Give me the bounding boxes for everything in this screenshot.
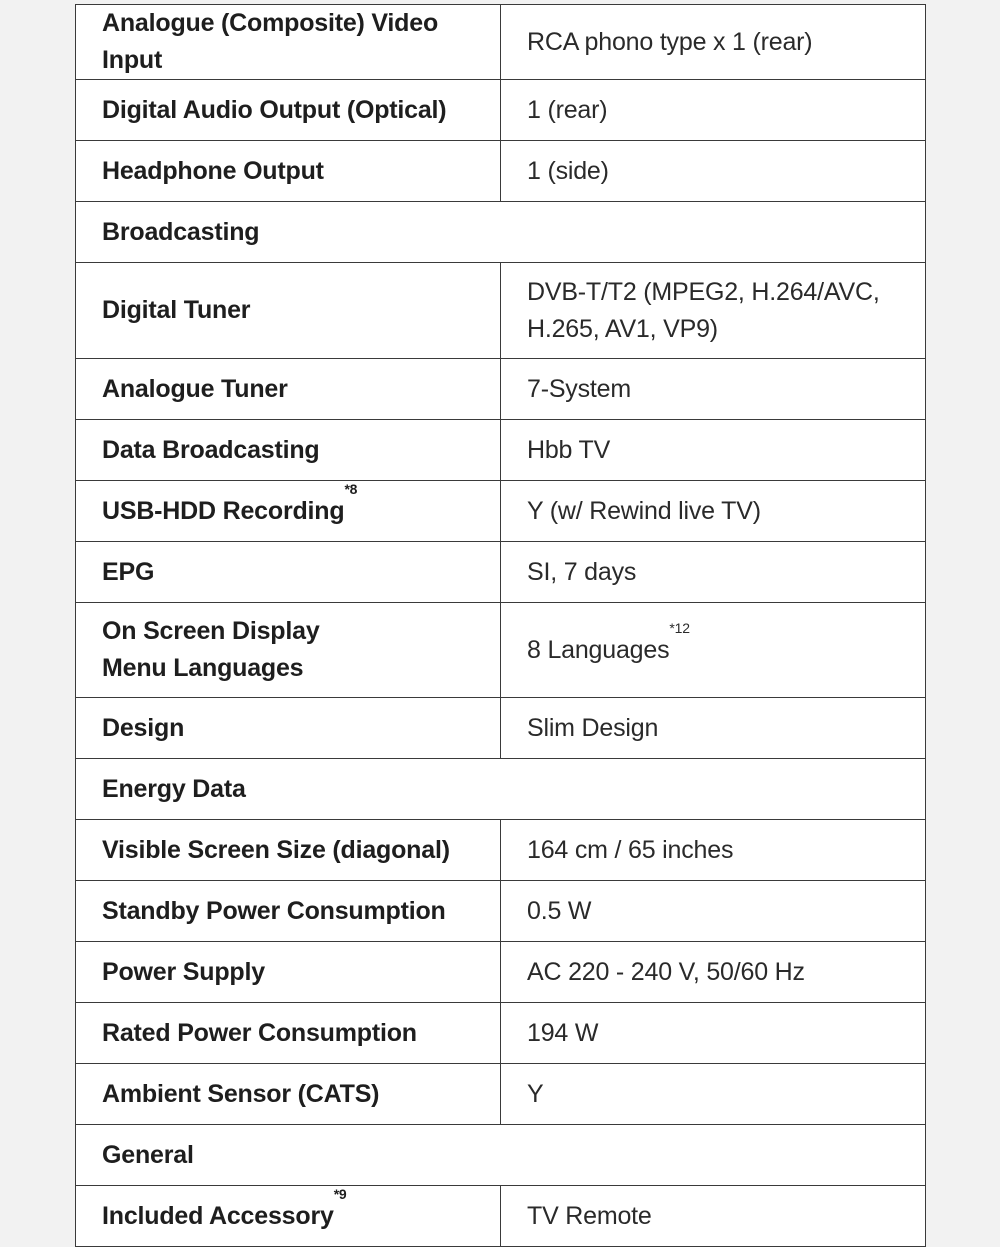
section-row [76,759,926,820]
spec-label [76,481,501,542]
spec-value: 7-System [501,359,926,420]
spec-table [75,4,926,1247]
spec-value [501,603,926,698]
table-row [76,5,926,80]
table-row [76,359,926,420]
spec-value: 164 cm / 65 inches [501,820,926,881]
spec-label-text: Included Accessory [102,1201,334,1230]
table-row [76,263,926,359]
spec-label: Visible Screen Size (diagonal) [76,820,501,881]
spec-value: SI, 7 days [501,542,926,603]
table-row [76,881,926,942]
table-row [76,698,926,759]
spec-label-line: On Screen Display [102,617,320,645]
footnote-marker: *12 [669,619,690,636]
spec-label-line: Menu Languages [102,654,304,682]
spec-label: Standby Power Consumption [76,881,501,942]
spec-label: EPG [76,542,501,603]
spec-value: AC 220 - 240 V, 50/60 Hz [501,942,926,1003]
spec-value: Hbb TV [501,420,926,481]
spec-label: Analogue Tuner [76,359,501,420]
table-row [76,542,926,603]
spec-label: Power Supply [76,942,501,1003]
footnote-marker: *8 [344,480,358,497]
section-row [76,202,926,263]
spec-value: 0.5 W [501,881,926,942]
spec-label [76,603,501,698]
spec-value-line: H.265, AV1, VP9) [527,314,718,343]
spec-value-line: DVB-T/T2 (MPEG2, H.264/AVC, [527,277,880,306]
table-row [76,820,926,881]
spec-value: TV Remote [501,1186,926,1247]
spec-value: 1 (side) [501,141,926,202]
footnote-marker: *9 [333,1185,347,1202]
spec-label: Rated Power Consumption [76,1003,501,1064]
spec-value: 194 W [501,1003,926,1064]
table-row [76,1003,926,1064]
spec-sheet [75,4,926,1247]
table-row [76,1064,926,1125]
table-row [76,1186,926,1247]
table-row [76,80,926,141]
spec-value: Y (w/ Rewind live TV) [501,481,926,542]
table-row [76,420,926,481]
section-heading: Broadcasting [76,202,926,263]
section-heading: General [76,1125,926,1186]
spec-value: RCA phono type x 1 (rear) [501,5,926,80]
spec-value: 1 (rear) [501,80,926,141]
spec-label [76,1186,501,1247]
spec-value: Y [501,1064,926,1125]
table-row [76,603,926,698]
spec-label-text: USB-HDD Recording [102,496,345,525]
spec-label: Analogue (Composite) Video Input [76,5,501,80]
section-heading: Energy Data [76,759,926,820]
section-row [76,1125,926,1186]
spec-value [501,263,926,359]
table-row [76,141,926,202]
spec-label: Ambient Sensor (CATS) [76,1064,501,1125]
table-row [76,942,926,1003]
spec-label: Digital Tuner [76,263,501,359]
section-heading: Design [76,698,501,759]
spec-value-text: 8 Languages [527,635,670,664]
spec-label: Data Broadcasting [76,420,501,481]
spec-value: Slim Design [501,698,926,759]
table-row [76,481,926,542]
spec-label: Headphone Output [76,141,501,202]
spec-label: Digital Audio Output (Optical) [76,80,501,141]
